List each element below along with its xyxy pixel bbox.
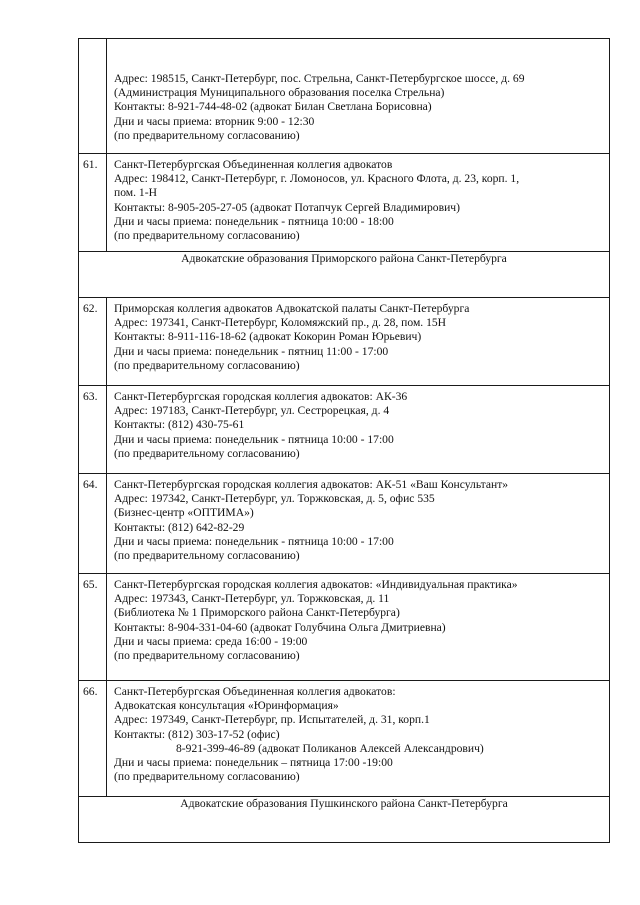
- entry-line: Контакты: (812) 642-82-29: [114, 520, 245, 534]
- entry-line: Санкт-Петербургская городская коллегия адвокатов: «Индивидуальная практика»: [114, 578, 518, 591]
- entry-line: Санкт-Петербургская Объединенная коллегия адвокатов:: [114, 685, 396, 698]
- entry-line: Дни и часы приема: среда 16:00 - 19:00: [114, 634, 308, 648]
- section-row: [79, 797, 610, 843]
- entry-line: Дни и часы приема: понедельник - пятница 10:00 - 17:00: [114, 534, 394, 548]
- entry-text: [107, 154, 610, 252]
- entry-line: (Библиотека № 1 Приморского района Санкт-Петербурга): [114, 606, 400, 620]
- row-number: 63.: [79, 386, 107, 474]
- entry-line: Санкт-Петербургская городская коллегия адвокатов: АК-51 «Ваш Консультант»: [114, 478, 509, 491]
- entry-text: [107, 298, 610, 386]
- entry-line: (по предварительному согласованию): [114, 549, 300, 563]
- entry-line: Дни и часы приема: вторник 9:00 - 12:30: [114, 114, 315, 128]
- entry-line: Адрес: 197342, Санкт-Петербург, ул. Торжковская, д. 5, офис 535: [114, 492, 435, 506]
- entry-line: (по предварительному согласованию): [114, 229, 300, 243]
- entry-line: Адрес: 197183, Санкт-Петербург, ул. Сестрорецкая, д. 4: [114, 404, 390, 418]
- entry-line: (по предварительному согласованию): [114, 446, 300, 460]
- entry-line: Санкт-Петербургская городская коллегия адвокатов: АК-36: [114, 390, 408, 403]
- entry-line: (Администрация Муниципального образования поселка Стрельна): [114, 86, 445, 100]
- entry-line: Дни и часы приема: понедельник - пятница 10:00 - 17:00: [114, 432, 394, 446]
- entry-text: [107, 574, 610, 681]
- entry-line: Контакты: 8-904-331-04-60 (адвокат Голубчина Ольга Дмитриевна): [114, 620, 446, 634]
- section-row: [79, 252, 610, 298]
- entry-text: [107, 474, 610, 574]
- entry-line: Адвокатская консультация «Юринформация»: [114, 699, 339, 713]
- entry-line: Адрес: 197349, Санкт-Петербург, пр. Испытателей, д. 31, корп.1: [114, 713, 430, 727]
- table-row: [79, 39, 610, 154]
- row-number: [79, 39, 107, 154]
- entry-line: Санкт-Петербургская Объединенная коллегия адвокатов: [114, 158, 393, 171]
- entry-line: Контакты: 8-921-744-48-02 (адвокат Билан Светлана Борисовна): [114, 100, 432, 114]
- table-row: [79, 474, 610, 574]
- entry-line: Адрес: 198412, Санкт-Петербург, г. Ломоносов, ул. Красного Флота, д. 23, корп. 1,: [114, 172, 520, 186]
- entry-text: [107, 681, 610, 797]
- entry-line: Контакты: 8-911-116-18-62 (адвокат Кокорин Роман Юрьевич): [114, 330, 422, 344]
- table-row: [79, 574, 610, 681]
- entry-line: (Бизнес-центр «ОПТИМА»): [114, 506, 254, 520]
- row-number: 61.: [79, 154, 107, 252]
- entry-line: (по предварительному согласованию): [114, 770, 300, 784]
- entry-line: Контакты: (812) 303-17-52 (офис): [114, 727, 280, 741]
- entry-line: Адрес: 198515, Санкт-Петербург, пос. Стрельна, Санкт-Петербургское шоссе, д. 69: [114, 72, 525, 85]
- section-heading: Адвокатские образования Приморского района Санкт-Петербурга: [79, 252, 610, 298]
- entry-line: Приморская коллегия адвокатов Адвокатской палаты Санкт-Петербурга: [114, 302, 470, 315]
- entry-line: Дни и часы приема: понедельник - пятниц 11:00 - 17:00: [114, 344, 389, 358]
- legal-aid-table: [78, 38, 610, 843]
- entry-line: Адрес: 197341, Санкт-Петербург, Коломяжский пр., д. 28, пом. 15Н: [114, 316, 447, 330]
- entry-line: 8-921-399-46-89 (адвокат Поликанов Алексей Александрович): [176, 741, 484, 755]
- row-number: 66.: [79, 681, 107, 797]
- table-row: [79, 154, 610, 252]
- table-row: [79, 681, 610, 797]
- entry-line: Дни и часы приема: понедельник - пятница 10:00 - 18:00: [114, 214, 394, 228]
- entry-line: Контакты: (812) 430-75-61: [114, 418, 245, 432]
- entry-line: (по предварительному согласованию): [114, 649, 300, 663]
- row-number: 62.: [79, 298, 107, 386]
- entry-line: (по предварительному согласованию): [114, 128, 300, 142]
- entry-line: (по предварительному согласованию): [114, 358, 300, 372]
- table-row: [79, 386, 610, 474]
- entry-line: Адрес: 197343, Санкт-Петербург, ул. Торжковская, д. 11: [114, 592, 390, 606]
- entry-line: пом. 1-Н: [114, 186, 157, 200]
- section-heading: Адвокатские образования Пушкинского района Санкт-Петербурга: [79, 797, 610, 843]
- entry-text: [107, 386, 610, 474]
- entry-line: Контакты: 8-905-205-27-05 (адвокат Потапчук Сергей Владимирович): [114, 200, 460, 214]
- table-row: [79, 298, 610, 386]
- entry-text: [107, 39, 610, 154]
- entry-line: Дни и часы приема: понедельник – пятница 17:00 -19:00: [114, 756, 393, 770]
- row-number: 64.: [79, 474, 107, 574]
- row-number: 65.: [79, 574, 107, 681]
